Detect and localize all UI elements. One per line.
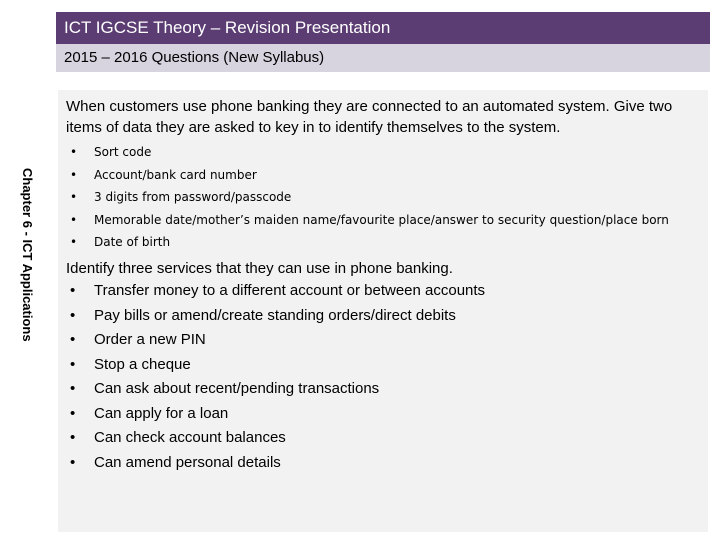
service-item: • Can ask about recent/pending transactions — [66, 377, 700, 402]
service-item: • Can amend personal details — [66, 451, 700, 476]
question-2: Identify three services that they can use in phone banking. — [66, 260, 453, 277]
slide-content — [58, 90, 708, 532]
question-1-answers — [66, 144, 700, 250]
answer-item: • 3 digits from password/passcode — [66, 189, 700, 205]
answer-item: • Date of birth — [66, 234, 700, 250]
service-item: • Transfer money to a different account or between accounts — [66, 279, 700, 304]
service-item: • Stop a cheque — [66, 353, 700, 378]
chapter-side-label — [20, 168, 40, 348]
answer-item: • Sort code — [66, 144, 700, 160]
answer-item: • Account/bank card number — [66, 167, 700, 183]
service-item: • Order a new PIN — [66, 328, 700, 353]
service-item: • Can check account balances — [66, 426, 700, 451]
answer-item: • Memorable date/mother’s maiden name/favourite place/answer to security question/place born — [66, 212, 700, 228]
service-item: • Pay bills or amend/create standing orders/direct debits — [66, 304, 700, 329]
question-1: When customers use phone banking they are connected to an automated system. Give two items of data they are asked to key in to identify themselves to the system. — [66, 98, 673, 136]
question-2-answers — [66, 279, 700, 475]
service-item: • Can apply for a loan — [66, 402, 700, 427]
slide-subtitle: 2015 – 2016 Questions (New Syllabus) — [56, 44, 710, 72]
chapter-label-text: Chapter 6 - ICT Applications — [20, 168, 35, 342]
slide-title: ICT IGCSE Theory – Revision Presentation — [56, 12, 710, 44]
